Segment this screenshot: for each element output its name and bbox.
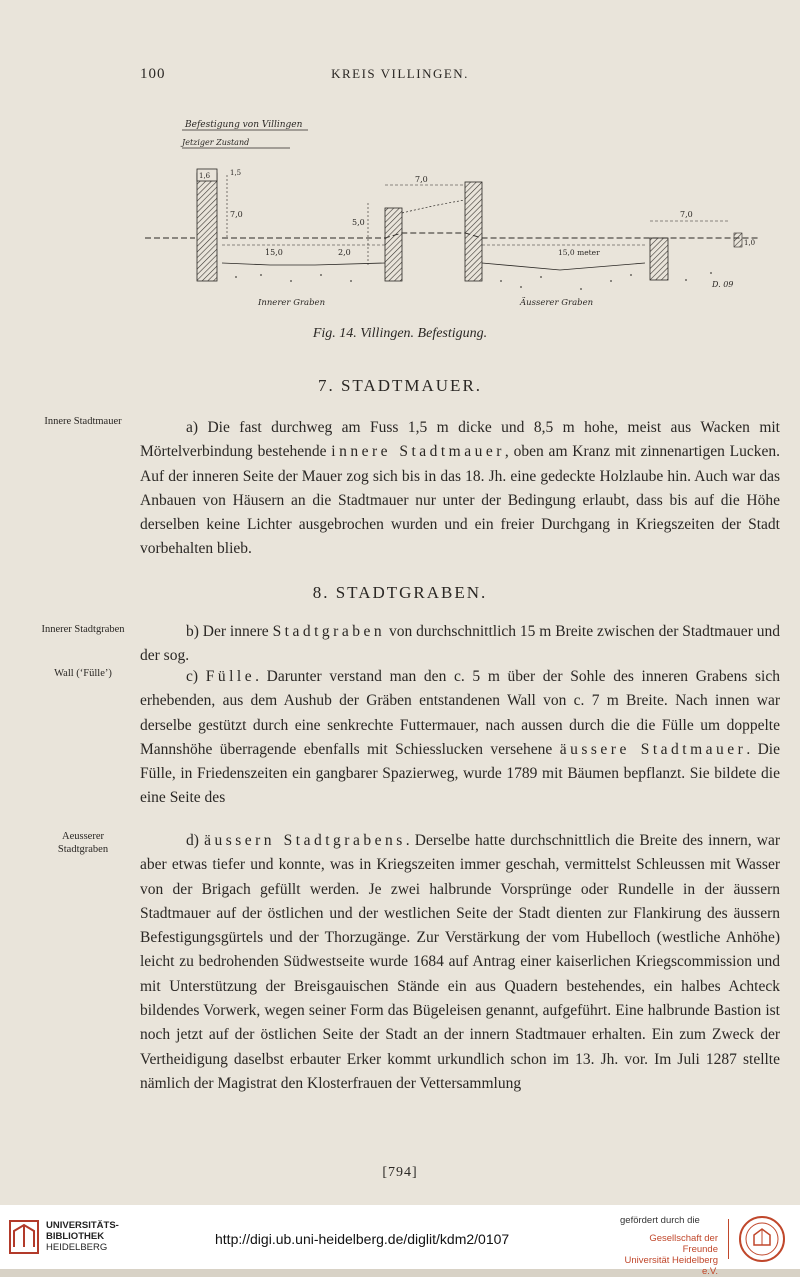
sponsor-name: Gesellschaft der Freunde Universität Heidelberg e.V. — [624, 1233, 718, 1277]
label-7-0-top: 7,0 — [415, 175, 428, 184]
figure-title-1: Befestigung von Villingen — [185, 120, 303, 130]
label-5-0: 5,0 — [352, 218, 365, 227]
paragraph-a: a) Die fast durchweg am Fuss 1,5 m dicke und 8,5 m hohe, meist aus Wacken mit Mörtelverbindung bestehende innere Stadtmauer, oben am Kranz mit zinnenartigen Lucken. Auf der inneren Seite der Mauer zog sich bis in das 18. Jh. eine gedeckte Holzlaube hin. Auch war das Anbauen von Häusern an die Stadtmauer nur unter der Bedingung erlaubt, dass bis auf die Höhe derselben keine Lichter ausgebrochen wurden und ein freier Durchgang in Kriegszeiten der Stadt vorbehalten blieb. — [140, 419, 780, 558]
label-15-0-right: 15,0 meter — [558, 248, 600, 257]
margin-note-wall: Wall (‘Fülle’) — [54, 668, 112, 679]
permalink-url[interactable]: http://digi.ub.uni-heidelberg.de/diglit/kdm2/0107 — [215, 1231, 510, 1247]
retaining-wall-shape — [385, 208, 402, 281]
library-logo-icon — [8, 1217, 40, 1257]
section-title-8: 8. STADTGRABEN. — [312, 583, 488, 602]
label-1-5: 1,5 — [230, 169, 242, 177]
sponsor-label: gefördert durch die — [620, 1215, 700, 1226]
paragraph-d: d) äussern Stadtgrabens. Derselbe hatte durchschnittlich die Breite des innern, war aber etwas tiefer und konnte, was in Kriegszeiten immer geschah, vermittelst Schleussen mit Wasser von der Brigach gefüllt werden. Je zwei halbrunde Vorsprünge oder Rundelle in der äussern Stadtmauer auf der östlichen und der westlichen Seite der Stadt dienten zur Flankirung des äussern Befestigungsgürtels und der Thorzugänge. Zur Verstärkung der vom Hubelloch (westliche Anhöhe) leicht zu bedrohenden Südwestseite wurde 1684 auf Antrag einer kaiserlichen Kriegscommission und mit Unterstützung der Breisgauischen Stände ein aus Quadern bestehendes, ein halbes Achteck bildendes Vorwerk, wegen seiner Form das Bügeleisen genannt, aufgeführt. Eine halbrunde Bastion ist noch jetzt auf der östlichen Seite der Stadt an der innern Stadtmauer erhalten. Ein zum Zweck der Vertheidigung daselbst erbauter Erker kommt urkundlich schon im 13. Jh. vor. Im Juli 1287 stellte nämlich der Magistrat den Klosterfrauen der Vettersammlung — [140, 832, 780, 1092]
label-signature: D. 09 — [712, 280, 734, 289]
label-2-0: 2,0 — [338, 248, 351, 257]
library-name: UNIVERSITÄTS- BIBLIOTHEK HEIDELBERG — [46, 1220, 119, 1253]
margin-note-innere-stadtmauer: Innere Stadtmauer — [44, 416, 122, 427]
label-1-6: 1,6 — [199, 172, 211, 180]
paragraph-b: b) Der innere Stadtgraben von durchschnittlich 15 m Breite zwischen der Stadtmauer und der sog. — [140, 623, 780, 665]
label-inner-moat: Innerer Graben — [258, 298, 326, 308]
margin-note-innerer-stadtgraben: Innerer Stadtgraben — [41, 624, 125, 635]
label-outer-moat: Äusserer Graben — [520, 298, 594, 308]
running-head: KREIS VILLINGEN. — [331, 66, 469, 81]
label-7-0-right: 7,0 — [680, 210, 693, 219]
outer-wall-shape — [465, 182, 482, 281]
counterscarp-wall-shape — [650, 238, 668, 280]
margin-note-aeusserer-stadtgraben: Aeusserer Stadtgraben — [57, 831, 109, 855]
sponsor-divider — [728, 1219, 729, 1259]
inner-wall-shape — [197, 173, 217, 281]
figure-title-2: Jetziger Zustand — [182, 138, 250, 147]
section-title-7: 7. STADTMAUER. — [317, 376, 483, 395]
page-number: 100 — [140, 66, 166, 82]
university-seal-icon — [738, 1215, 786, 1263]
paragraph-c: c) Fülle. Darunter verstand man den c. 5 m über der Sohle des inneren Grabens sich erhebenden, aus dem Aushub der Gräben entstandenen Wall von c. 7 m Breite. Nach innen war derselbe gestützt durch eine senkrechte Futtermauer, nach aussen durch die die Fülle um doppelte Mannshöhe überragende ebenfalls mit Schiesslucken versehene äussere Stadtmauer. Die Fülle, in Friedenszeiten ein gangbarer Spazierweg, wurde 1789 mit Bäumen bepflanzt. Sie bildete die eine Seite des — [140, 668, 780, 807]
fortification-figure — [140, 105, 780, 320]
cross-section-drawing — [140, 105, 780, 320]
label-7-0-left: 7,0 — [230, 210, 243, 219]
label-15-0-left: 15,0 — [265, 248, 283, 257]
page-signature: [794] — [382, 1165, 418, 1180]
viewer-footer — [0, 1205, 800, 1277]
label-1-0: 1,0 — [744, 239, 756, 247]
figure-caption: Fig. 14. Villingen. Befestigung. — [312, 326, 488, 341]
